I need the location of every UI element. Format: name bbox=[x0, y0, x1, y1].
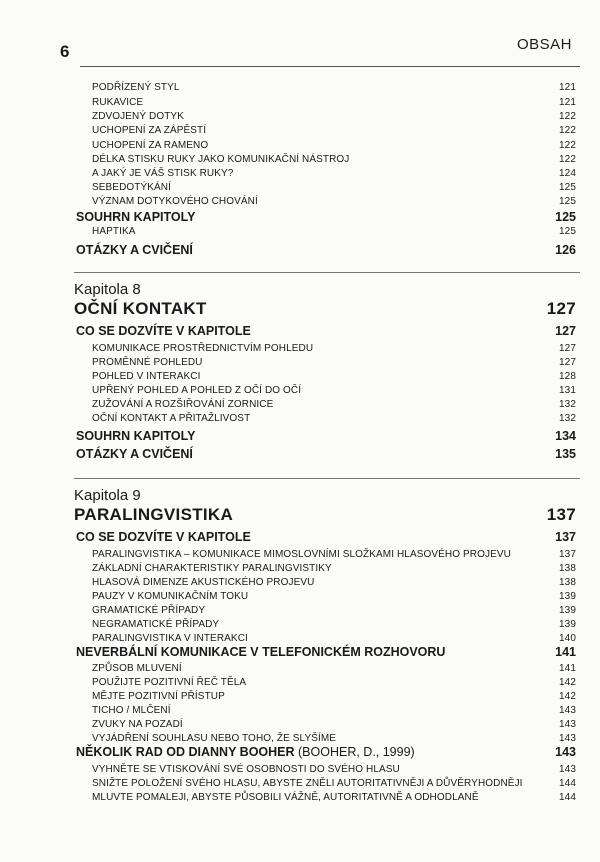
page-ref: 122 bbox=[559, 111, 576, 122]
chapter-separator bbox=[74, 478, 580, 479]
page-ref: 139 bbox=[559, 605, 576, 616]
toc-section-text: OTÁZKY A CVIČENÍ bbox=[76, 447, 193, 461]
toc-subentry-text: TICHO / MLČENÍ bbox=[92, 705, 171, 716]
page-ref: 127 bbox=[559, 343, 576, 354]
page-ref: 144 bbox=[559, 792, 576, 803]
toc-subentry-text: PAUZY V KOMUNIKAČNÍM TOKU bbox=[92, 591, 249, 602]
toc-section-text: NEVERBÁLNÍ KOMUNIKACE V TELEFONICKÉM ROZHOVORU bbox=[76, 645, 446, 659]
toc-subentry-text: POHLED V INTERAKCI bbox=[92, 371, 201, 382]
page-ref: 127 bbox=[555, 324, 576, 338]
page-ref: 127 bbox=[559, 357, 576, 368]
page-ref: 144 bbox=[559, 778, 576, 789]
page-ref: 124 bbox=[559, 168, 576, 179]
page-ref: 125 bbox=[559, 182, 576, 193]
chapter-title-text: OČNÍ KONTAKT bbox=[74, 299, 207, 318]
toc-subentry-text: ZVUKY NA POZADÍ bbox=[92, 719, 183, 730]
section-title: OBSAH bbox=[516, 36, 572, 53]
toc-subentry-text: MĚJTE POZITIVNÍ PŘÍSTUP bbox=[92, 691, 225, 702]
toc-subentry-text: VYJÁDŘENÍ SOUHLASU NEBO TOHO, ŽE SLYŠÍME bbox=[92, 733, 337, 744]
page-ref: 125 bbox=[559, 226, 576, 237]
toc-subentry-text: ZUŽOVÁNÍ A ROZŠIŘOVÁNÍ ZORNICE bbox=[92, 399, 274, 410]
chapter-label-text: Kapitola 8 bbox=[74, 281, 141, 298]
page-ref: 125 bbox=[555, 210, 576, 224]
page-ref: 122 bbox=[559, 125, 576, 136]
toc-subentry-text: UPŘENÝ POHLED A POHLED Z OČÍ DO OČÍ bbox=[92, 385, 302, 396]
toc-subentry-text: ZDVOJENÝ DOTYK bbox=[92, 111, 184, 122]
page-ref: 126 bbox=[555, 243, 576, 257]
page-ref: 137 bbox=[546, 505, 576, 524]
chapter-title-text: PARALINGVISTIKA bbox=[74, 505, 234, 524]
toc-subentry-text: VYHNĚTE SE VTISKOVÁNÍ SVÉ OSOBNOSTI DO SVÉHO HLASU bbox=[92, 764, 400, 775]
page-ref: 138 bbox=[559, 563, 576, 574]
page-ref: 122 bbox=[559, 140, 576, 151]
toc-subentry-text: DÉLKA STISKU RUKY JAKO KOMUNIKAČNÍ NÁSTROJ bbox=[92, 154, 350, 165]
page-ref: 132 bbox=[559, 413, 576, 424]
page-ref: 138 bbox=[559, 577, 576, 588]
toc-subentry-text: RUKAVICE bbox=[92, 97, 144, 108]
toc-section-text: SOUHRN KAPITOLY bbox=[76, 429, 196, 443]
toc-subentry-text: NEGRAMATICKÉ PŘÍPADY bbox=[92, 619, 220, 630]
toc-subentry-text: UCHOPENÍ ZA RAMENO bbox=[92, 140, 209, 151]
page-ref: 121 bbox=[559, 82, 576, 93]
page-number: 6 bbox=[60, 42, 70, 61]
chapter-separator bbox=[74, 272, 580, 273]
header-rule bbox=[80, 66, 580, 67]
toc-subentry-text: VÝZNAM DOTYKOVÉHO CHOVÁNÍ bbox=[92, 196, 258, 207]
page-ref: 134 bbox=[555, 429, 576, 443]
toc-section-text: OTÁZKY A CVIČENÍ bbox=[76, 243, 193, 257]
toc-subentry-text: GRAMATICKÉ PŘÍPADY bbox=[92, 605, 206, 616]
page-ref: 137 bbox=[559, 549, 576, 560]
chapter-label-text: Kapitola 9 bbox=[74, 487, 141, 504]
toc-subentry-text: PARALINGVISTIKA V INTERAKCI bbox=[92, 633, 248, 644]
toc-subentry-text: PROMĚNNÉ POHLEDU bbox=[92, 357, 203, 368]
toc-subentry-text: MLUVTE POMALEJI, ABYSTE PŮSOBILI VÁŽNĚ, AUTORITATIVNĚ A ODHODLANĚ bbox=[92, 792, 479, 803]
toc-section-text: CO SE DOZVÍTE V KAPITOLE bbox=[76, 530, 251, 544]
page-ref: 143 bbox=[559, 764, 576, 775]
page-ref: 140 bbox=[559, 633, 576, 644]
page-ref: 127 bbox=[546, 299, 576, 318]
page-ref: 125 bbox=[559, 196, 576, 207]
toc-subentry-text: OČNÍ KONTAKT A PŘITAŽLIVOST bbox=[92, 413, 251, 424]
page-ref: 139 bbox=[559, 619, 576, 630]
toc-section-text: SOUHRN KAPITOLY bbox=[76, 210, 196, 224]
page-ref: 143 bbox=[559, 705, 576, 716]
toc-subentry-text: POUŽIJTE POZITIVNÍ ŘEČ TĚLA bbox=[92, 677, 247, 688]
toc-section-text: NĚKOLIK RAD OD DIANNY BOOHER (BOOHER, D., 1999) bbox=[76, 745, 415, 759]
page-ref: 142 bbox=[559, 677, 576, 688]
page-ref: 131 bbox=[559, 385, 576, 396]
page-ref: 135 bbox=[555, 447, 576, 461]
page-ref: 132 bbox=[559, 399, 576, 410]
toc-subentry-text: HLASOVÁ DIMENZE AKUSTICKÉHO PROJEVU bbox=[92, 577, 315, 588]
toc-subentry-text: A JAKÝ JE VÁŠ STISK RUKY? bbox=[92, 168, 234, 179]
toc-section-citation: (BOOHER, D., 1999) bbox=[294, 745, 415, 759]
page-ref: 141 bbox=[555, 645, 576, 659]
toc-subentry-text: SNIŽTE POLOŽENÍ SVÉHO HLASU, ABYSTE ZNĚLI AUTORITATIVNĚJI A DŮVĚRYHODNĚJI bbox=[92, 778, 523, 789]
toc-subentry-text: ZÁKLADNÍ CHARAKTERISTIKY PARALINGVISTIKY bbox=[92, 563, 332, 574]
page-ref: 143 bbox=[555, 745, 576, 759]
page-ref: 141 bbox=[559, 663, 576, 674]
page-ref: 143 bbox=[559, 733, 576, 744]
toc-section-text: CO SE DOZVÍTE V KAPITOLE bbox=[76, 324, 251, 338]
page-ref: 142 bbox=[559, 691, 576, 702]
page-ref: 137 bbox=[555, 530, 576, 544]
toc-subentry-text: HAPTIKA bbox=[92, 226, 136, 237]
page-ref: 121 bbox=[559, 97, 576, 108]
page-ref: 139 bbox=[559, 591, 576, 602]
toc-subentry-text: PARALINGVISTIKA – KOMUNIKACE MIMOSLOVNÍMI SLOŽKAMI HLASOVÉHO PROJEVU bbox=[92, 549, 511, 560]
toc-subentry-text: SEBEDOTÝKÁNÍ bbox=[92, 182, 171, 193]
toc-subentry-text: PODŘÍZENÝ STYL bbox=[92, 82, 180, 93]
toc-subentry-text: ZPŮSOB MLUVENÍ bbox=[92, 663, 182, 674]
page-ref: 122 bbox=[559, 154, 576, 165]
page-ref: 128 bbox=[559, 371, 576, 382]
toc-subentry-text: UCHOPENÍ ZA ZÁPĚSTÍ bbox=[92, 125, 207, 136]
toc-subentry-text: KOMUNIKACE PROSTŘEDNICTVÍM POHLEDU bbox=[92, 343, 314, 354]
page-ref: 143 bbox=[559, 719, 576, 730]
